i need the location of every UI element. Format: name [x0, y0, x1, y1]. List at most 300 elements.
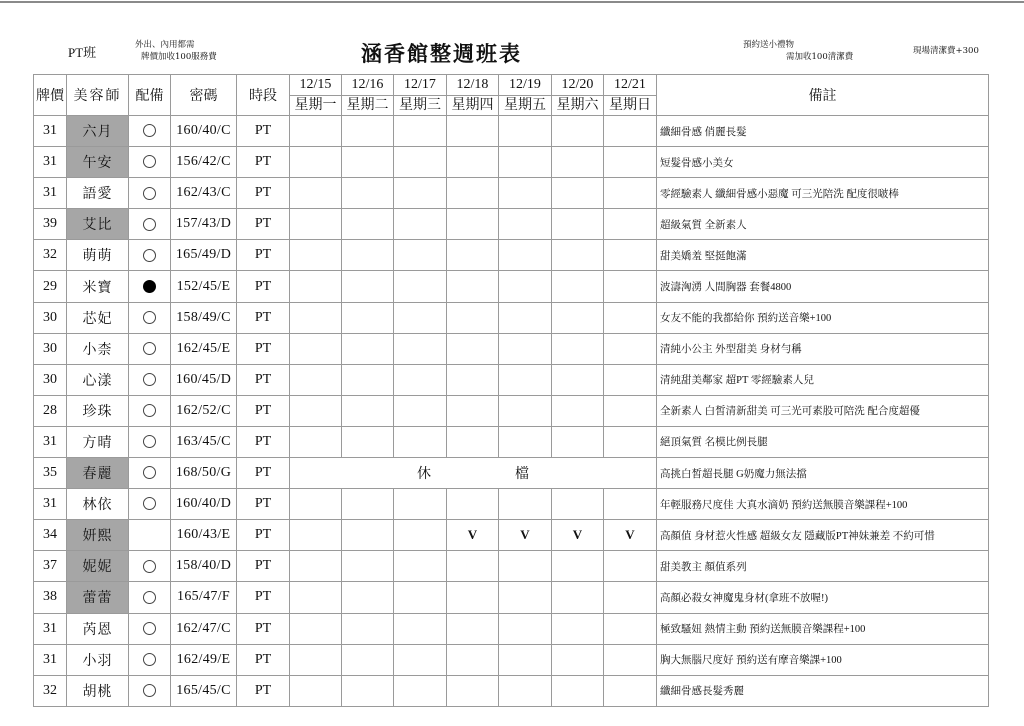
day-slot[interactable]	[604, 333, 657, 364]
day-date: 12/15	[290, 75, 342, 96]
period-cell: PT	[237, 271, 290, 302]
table-row	[34, 178, 989, 209]
equipment-cell	[129, 613, 171, 644]
price-cell: 31	[34, 426, 67, 457]
day-slot[interactable]	[394, 209, 447, 240]
day-slot[interactable]	[342, 209, 394, 240]
equipment-cell	[129, 644, 171, 675]
day-slot[interactable]	[604, 395, 657, 426]
col-header-remarks: 備註	[657, 75, 989, 116]
day-date: 12/19	[499, 75, 552, 96]
day-slot[interactable]	[499, 520, 552, 551]
gift-note-line2: 需加收100清潔費	[786, 52, 854, 62]
remark-cell: 纖細骨感 俏麗長髮	[657, 116, 989, 147]
beautician-name: 芯妃	[67, 302, 129, 333]
open-circle-icon	[143, 435, 156, 448]
remark-cell: 高顏值 身材惹火性感 超級女友 隱藏版PT神妹兼差 不約可惜	[657, 520, 989, 551]
header-row-dates	[34, 75, 989, 96]
period-cell: PT	[237, 520, 290, 551]
equipment-cell	[129, 302, 171, 333]
day-slot[interactable]	[552, 644, 604, 675]
day-slot[interactable]	[447, 209, 499, 240]
day-slot[interactable]	[552, 271, 604, 302]
day-date: 12/16	[342, 75, 394, 96]
open-circle-icon	[143, 560, 156, 573]
table-row	[34, 551, 989, 582]
beautician-name: 語愛	[67, 178, 129, 209]
open-circle-icon	[143, 311, 156, 324]
open-circle-icon	[143, 155, 156, 168]
day-date: 12/18	[447, 75, 499, 96]
day-slot[interactable]	[394, 178, 447, 209]
day-slot[interactable]	[290, 582, 342, 613]
remark-cell: 高顏必殺女神魔鬼身材(拿班不放喔!)	[657, 582, 989, 613]
code-cell: 160/43/E	[171, 520, 237, 551]
day-slot[interactable]	[394, 582, 447, 613]
day-slot[interactable]	[552, 364, 604, 395]
day-slot[interactable]	[394, 364, 447, 395]
day-slot[interactable]	[342, 240, 394, 271]
table-row	[34, 116, 989, 147]
day-weekday: 星期六	[552, 96, 604, 116]
day-slot[interactable]	[499, 675, 552, 706]
equipment-cell	[129, 675, 171, 706]
day-slot[interactable]	[499, 209, 552, 240]
day-slot[interactable]	[290, 489, 342, 520]
day-slot[interactable]	[604, 116, 657, 147]
remark-cell: 清純甜美鄰家 超PT 零經驗素人兒	[657, 364, 989, 395]
equipment-cell	[129, 582, 171, 613]
day-slot[interactable]	[604, 551, 657, 582]
day-slot[interactable]	[499, 551, 552, 582]
price-cell: 28	[34, 395, 67, 426]
remark-cell: 超級氣質 全新素人	[657, 209, 989, 240]
period-cell: PT	[237, 116, 290, 147]
open-circle-icon	[143, 373, 156, 386]
day-slot[interactable]	[394, 395, 447, 426]
onsite-cleaning-fee-note: 現場清潔費+300	[913, 46, 979, 56]
day-slot[interactable]	[394, 333, 447, 364]
period-cell: PT	[237, 613, 290, 644]
day-slot[interactable]	[604, 675, 657, 706]
code-cell: 158/49/C	[171, 302, 237, 333]
day-slot[interactable]	[447, 271, 499, 302]
day-date: 12/20	[552, 75, 604, 96]
day-slot[interactable]	[342, 333, 394, 364]
day-slot[interactable]	[499, 582, 552, 613]
day-slot[interactable]	[604, 147, 657, 178]
class-label: PT班	[68, 45, 97, 60]
day-slot[interactable]	[499, 613, 552, 644]
day-slot[interactable]	[394, 302, 447, 333]
col-header-period: 時段	[237, 75, 290, 116]
equipment-cell	[129, 333, 171, 364]
shift-mark: V	[520, 526, 530, 542]
day-slot[interactable]	[552, 613, 604, 644]
equipment-cell	[129, 395, 171, 426]
remark-cell: 胸大無腦尺度好 預約送有摩音樂課+100	[657, 644, 989, 675]
day-slot[interactable]	[604, 613, 657, 644]
day-slot[interactable]	[499, 426, 552, 457]
day-slot[interactable]	[552, 302, 604, 333]
day-slot[interactable]	[342, 147, 394, 178]
day-slot[interactable]	[342, 613, 394, 644]
open-circle-icon	[143, 684, 156, 697]
period-cell: PT	[237, 302, 290, 333]
table-row	[34, 302, 989, 333]
table-row	[34, 489, 989, 520]
table-row	[34, 613, 989, 644]
day-slot[interactable]	[290, 178, 342, 209]
day-slot[interactable]	[499, 489, 552, 520]
remark-cell: 零經驗素人 纖細骨感小惡魔 可三光陪洗 配度很啵棒	[657, 178, 989, 209]
day-slot[interactable]	[290, 644, 342, 675]
day-slot[interactable]	[342, 302, 394, 333]
day-slot[interactable]	[342, 489, 394, 520]
day-slot[interactable]	[552, 520, 604, 551]
page-title: 涵香館整週班表	[361, 41, 522, 66]
code-cell: 162/49/E	[171, 644, 237, 675]
day-slot[interactable]	[499, 364, 552, 395]
table-row	[34, 582, 989, 613]
beautician-name: 胡桃	[67, 675, 129, 706]
code-cell: 152/45/E	[171, 271, 237, 302]
day-slot[interactable]	[394, 116, 447, 147]
day-slot[interactable]	[499, 395, 552, 426]
period-cell: PT	[237, 582, 290, 613]
day-weekday: 星期五	[499, 96, 552, 116]
beautician-name: 小羽	[67, 644, 129, 675]
shift-mark: V	[467, 526, 478, 542]
code-cell: 163/45/C	[171, 426, 237, 457]
day-slot[interactable]	[394, 271, 447, 302]
day-slot[interactable]	[499, 147, 552, 178]
period-cell: PT	[237, 489, 290, 520]
table-row	[34, 395, 989, 426]
price-cell: 32	[34, 240, 67, 271]
remark-cell: 女友不能的我都給你 預約送音樂+100	[657, 302, 989, 333]
equipment-cell	[129, 178, 171, 209]
equipment-cell	[129, 209, 171, 240]
open-circle-icon	[143, 187, 156, 200]
day-slot[interactable]	[342, 116, 394, 147]
remark-cell: 全新素人 白皙清新甜美 可三光可素股可陪洗 配合度超優	[657, 395, 989, 426]
price-cell: 37	[34, 551, 67, 582]
day-slot[interactable]	[604, 209, 657, 240]
day-slot[interactable]	[290, 426, 342, 457]
day-slot[interactable]	[552, 551, 604, 582]
day-slot[interactable]	[499, 644, 552, 675]
day-slot[interactable]	[447, 551, 499, 582]
beautician-name: 林依	[67, 489, 129, 520]
day-slot[interactable]	[604, 489, 657, 520]
day-weekday: 星期二	[342, 96, 394, 116]
day-slot[interactable]	[604, 240, 657, 271]
beautician-name: 蕾蕾	[67, 582, 129, 613]
equipment-cell	[129, 551, 171, 582]
day-slot[interactable]	[394, 426, 447, 457]
col-header-equipment: 配備	[129, 75, 171, 116]
day-slot[interactable]	[290, 333, 342, 364]
period-cell: PT	[237, 178, 290, 209]
service-fee-note-line1: 外出、內用都需	[135, 40, 195, 50]
table-row	[34, 458, 989, 489]
open-circle-icon	[143, 218, 156, 231]
beautician-name: 米寶	[67, 271, 129, 302]
day-slot[interactable]	[342, 364, 394, 395]
equipment-cell	[129, 426, 171, 457]
day-slot[interactable]	[290, 240, 342, 271]
period-cell: PT	[237, 395, 290, 426]
open-circle-icon	[143, 653, 156, 666]
open-circle-icon	[143, 622, 156, 635]
day-slot[interactable]	[290, 364, 342, 395]
day-slot[interactable]	[604, 271, 657, 302]
remark-cell: 甜美教主 顏值系列	[657, 551, 989, 582]
period-cell: PT	[237, 675, 290, 706]
period-cell: PT	[237, 333, 290, 364]
day-slot[interactable]	[290, 675, 342, 706]
day-slot[interactable]	[447, 489, 499, 520]
day-slot[interactable]	[342, 178, 394, 209]
open-circle-icon	[143, 404, 156, 417]
day-slot[interactable]	[552, 426, 604, 457]
day-slot[interactable]	[552, 489, 604, 520]
period-cell: PT	[237, 209, 290, 240]
day-slot[interactable]	[290, 520, 342, 551]
day-slot[interactable]	[342, 520, 394, 551]
code-cell: 165/47/F	[171, 582, 237, 613]
shift-mark: V	[572, 526, 583, 542]
day-slot[interactable]	[552, 333, 604, 364]
price-cell: 29	[34, 271, 67, 302]
day-weekday: 星期日	[604, 96, 657, 116]
period-cell: PT	[237, 240, 290, 271]
weekly-schedule-table	[33, 74, 989, 707]
day-slot[interactable]	[290, 271, 342, 302]
price-cell: 31	[34, 178, 67, 209]
table-row	[34, 426, 989, 457]
equipment-cell	[129, 520, 171, 551]
price-cell: 31	[34, 489, 67, 520]
remark-cell: 短髮骨感小美女	[657, 147, 989, 178]
price-cell: 34	[34, 520, 67, 551]
day-slot[interactable]	[447, 147, 499, 178]
day-slot[interactable]	[552, 582, 604, 613]
day-slot[interactable]	[447, 364, 499, 395]
price-cell: 30	[34, 364, 67, 395]
beautician-name: 小柰	[67, 333, 129, 364]
period-cell: PT	[237, 147, 290, 178]
beautician-name: 六月	[67, 116, 129, 147]
table-row	[34, 520, 989, 551]
day-slot[interactable]	[552, 240, 604, 271]
period-cell: PT	[237, 551, 290, 582]
day-slot[interactable]	[604, 364, 657, 395]
beautician-name: 芮恩	[67, 613, 129, 644]
remark-cell: 清純小公主 外型甜美 身材勻稱	[657, 333, 989, 364]
open-circle-icon	[143, 591, 156, 604]
period-cell: PT	[237, 364, 290, 395]
day-slot[interactable]	[342, 551, 394, 582]
rest-label-1: 休	[417, 467, 431, 483]
table-row	[34, 240, 989, 271]
day-weekday: 星期一	[290, 96, 342, 116]
day-slot[interactable]	[342, 675, 394, 706]
day-slot[interactable]	[290, 551, 342, 582]
open-circle-icon	[143, 466, 156, 479]
code-cell: 162/45/E	[171, 333, 237, 364]
equipment-cell	[129, 240, 171, 271]
remark-cell: 極致騷妞 熱情主動 預約送無膜音樂課程+100	[657, 613, 989, 644]
remark-cell: 高挑白皙超長腿 G奶魔力無法擋	[657, 458, 989, 489]
rest-label-2: 檔	[515, 467, 529, 483]
day-slot[interactable]	[604, 582, 657, 613]
schedule-body	[34, 116, 989, 707]
day-slot[interactable]	[552, 147, 604, 178]
page-top-rule	[0, 1, 1024, 3]
day-date: 12/17	[394, 75, 447, 96]
day-slot[interactable]	[342, 644, 394, 675]
day-slot[interactable]	[342, 395, 394, 426]
beautician-name: 午安	[67, 147, 129, 178]
day-slot[interactable]	[394, 520, 447, 551]
day-slot[interactable]	[447, 333, 499, 364]
code-cell: 162/47/C	[171, 613, 237, 644]
code-cell: 162/52/C	[171, 395, 237, 426]
day-slot[interactable]	[604, 178, 657, 209]
day-slot[interactable]	[447, 302, 499, 333]
table-row	[34, 271, 989, 302]
price-cell: 31	[34, 613, 67, 644]
col-header-price: 牌價	[34, 75, 67, 116]
code-cell: 157/43/D	[171, 209, 237, 240]
code-cell: 165/49/D	[171, 240, 237, 271]
price-cell: 30	[34, 302, 67, 333]
beautician-name: 方晴	[67, 426, 129, 457]
code-cell: 160/45/D	[171, 364, 237, 395]
price-cell: 31	[34, 116, 67, 147]
remark-cell: 絕頂氣質 名模比例長腿	[657, 426, 989, 457]
price-cell: 31	[34, 147, 67, 178]
equipment-cell	[129, 489, 171, 520]
open-circle-icon	[143, 497, 156, 510]
day-slot[interactable]	[604, 644, 657, 675]
day-slot[interactable]	[290, 613, 342, 644]
period-cell: PT	[237, 644, 290, 675]
beautician-name: 心漾	[67, 364, 129, 395]
period-cell: PT	[237, 458, 290, 489]
day-slot[interactable]	[290, 209, 342, 240]
table-row	[34, 333, 989, 364]
day-slot[interactable]	[394, 489, 447, 520]
day-slot[interactable]	[447, 582, 499, 613]
day-slot[interactable]	[447, 395, 499, 426]
equipment-cell	[129, 458, 171, 489]
open-circle-icon	[143, 124, 156, 137]
day-slot[interactable]	[290, 395, 342, 426]
equipment-cell	[129, 147, 171, 178]
day-slot[interactable]	[290, 302, 342, 333]
remark-cell: 纖細骨感長髮秀麗	[657, 675, 989, 706]
day-slot[interactable]	[552, 395, 604, 426]
beautician-name: 萌萌	[67, 240, 129, 271]
price-cell: 31	[34, 644, 67, 675]
day-slot[interactable]	[394, 147, 447, 178]
service-fee-note-line2: 牌價加收100服務費	[141, 52, 217, 62]
price-cell: 39	[34, 209, 67, 240]
day-slot[interactable]	[394, 240, 447, 271]
day-slot[interactable]	[604, 520, 657, 551]
day-weekday: 星期三	[394, 96, 447, 116]
beautician-name: 妍熙	[67, 520, 129, 551]
day-slot[interactable]	[447, 520, 499, 551]
day-slot[interactable]	[552, 675, 604, 706]
price-cell: 32	[34, 675, 67, 706]
day-slot[interactable]	[499, 271, 552, 302]
code-cell: 165/45/C	[171, 675, 237, 706]
day-slot[interactable]	[394, 644, 447, 675]
day-slot[interactable]	[342, 582, 394, 613]
day-slot[interactable]	[342, 426, 394, 457]
code-cell: 160/40/D	[171, 489, 237, 520]
day-slot[interactable]	[499, 302, 552, 333]
code-cell: 162/43/C	[171, 178, 237, 209]
day-slot[interactable]	[290, 147, 342, 178]
day-slot[interactable]	[552, 178, 604, 209]
open-circle-icon	[143, 249, 156, 262]
day-slot[interactable]	[447, 675, 499, 706]
day-slot[interactable]	[394, 675, 447, 706]
day-slot[interactable]	[447, 178, 499, 209]
day-slot[interactable]	[290, 116, 342, 147]
day-slot[interactable]	[499, 240, 552, 271]
filled-circle-icon	[143, 280, 156, 293]
table-row	[34, 675, 989, 706]
table-row	[34, 644, 989, 675]
day-slot[interactable]	[552, 209, 604, 240]
day-slot[interactable]	[447, 240, 499, 271]
beautician-name: 艾比	[67, 209, 129, 240]
equipment-cell	[129, 116, 171, 147]
beautician-name: 妮妮	[67, 551, 129, 582]
table-row	[34, 147, 989, 178]
day-slot[interactable]	[499, 178, 552, 209]
day-slot[interactable]	[604, 426, 657, 457]
day-slot[interactable]	[499, 333, 552, 364]
day-date: 12/21	[604, 75, 657, 96]
remark-cell: 年輕服務尺度佳 大真水滴奶 預約送無膜音樂課程+100	[657, 489, 989, 520]
shift-mark: V	[625, 526, 635, 542]
day-slot[interactable]	[447, 116, 499, 147]
day-slot[interactable]	[342, 271, 394, 302]
code-cell: 160/40/C	[171, 116, 237, 147]
col-header-beautician: 美容師	[67, 75, 129, 116]
day-slot[interactable]	[604, 302, 657, 333]
day-slot[interactable]	[447, 644, 499, 675]
day-slot[interactable]	[499, 116, 552, 147]
day-slot[interactable]	[447, 426, 499, 457]
day-slot[interactable]	[394, 613, 447, 644]
day-slot[interactable]	[394, 551, 447, 582]
table-row	[34, 209, 989, 240]
price-cell: 30	[34, 333, 67, 364]
beautician-name: 珍珠	[67, 395, 129, 426]
beautician-name: 春麗	[67, 458, 129, 489]
day-slot[interactable]	[552, 116, 604, 147]
day-weekday: 星期四	[447, 96, 499, 116]
day-slot[interactable]	[447, 613, 499, 644]
